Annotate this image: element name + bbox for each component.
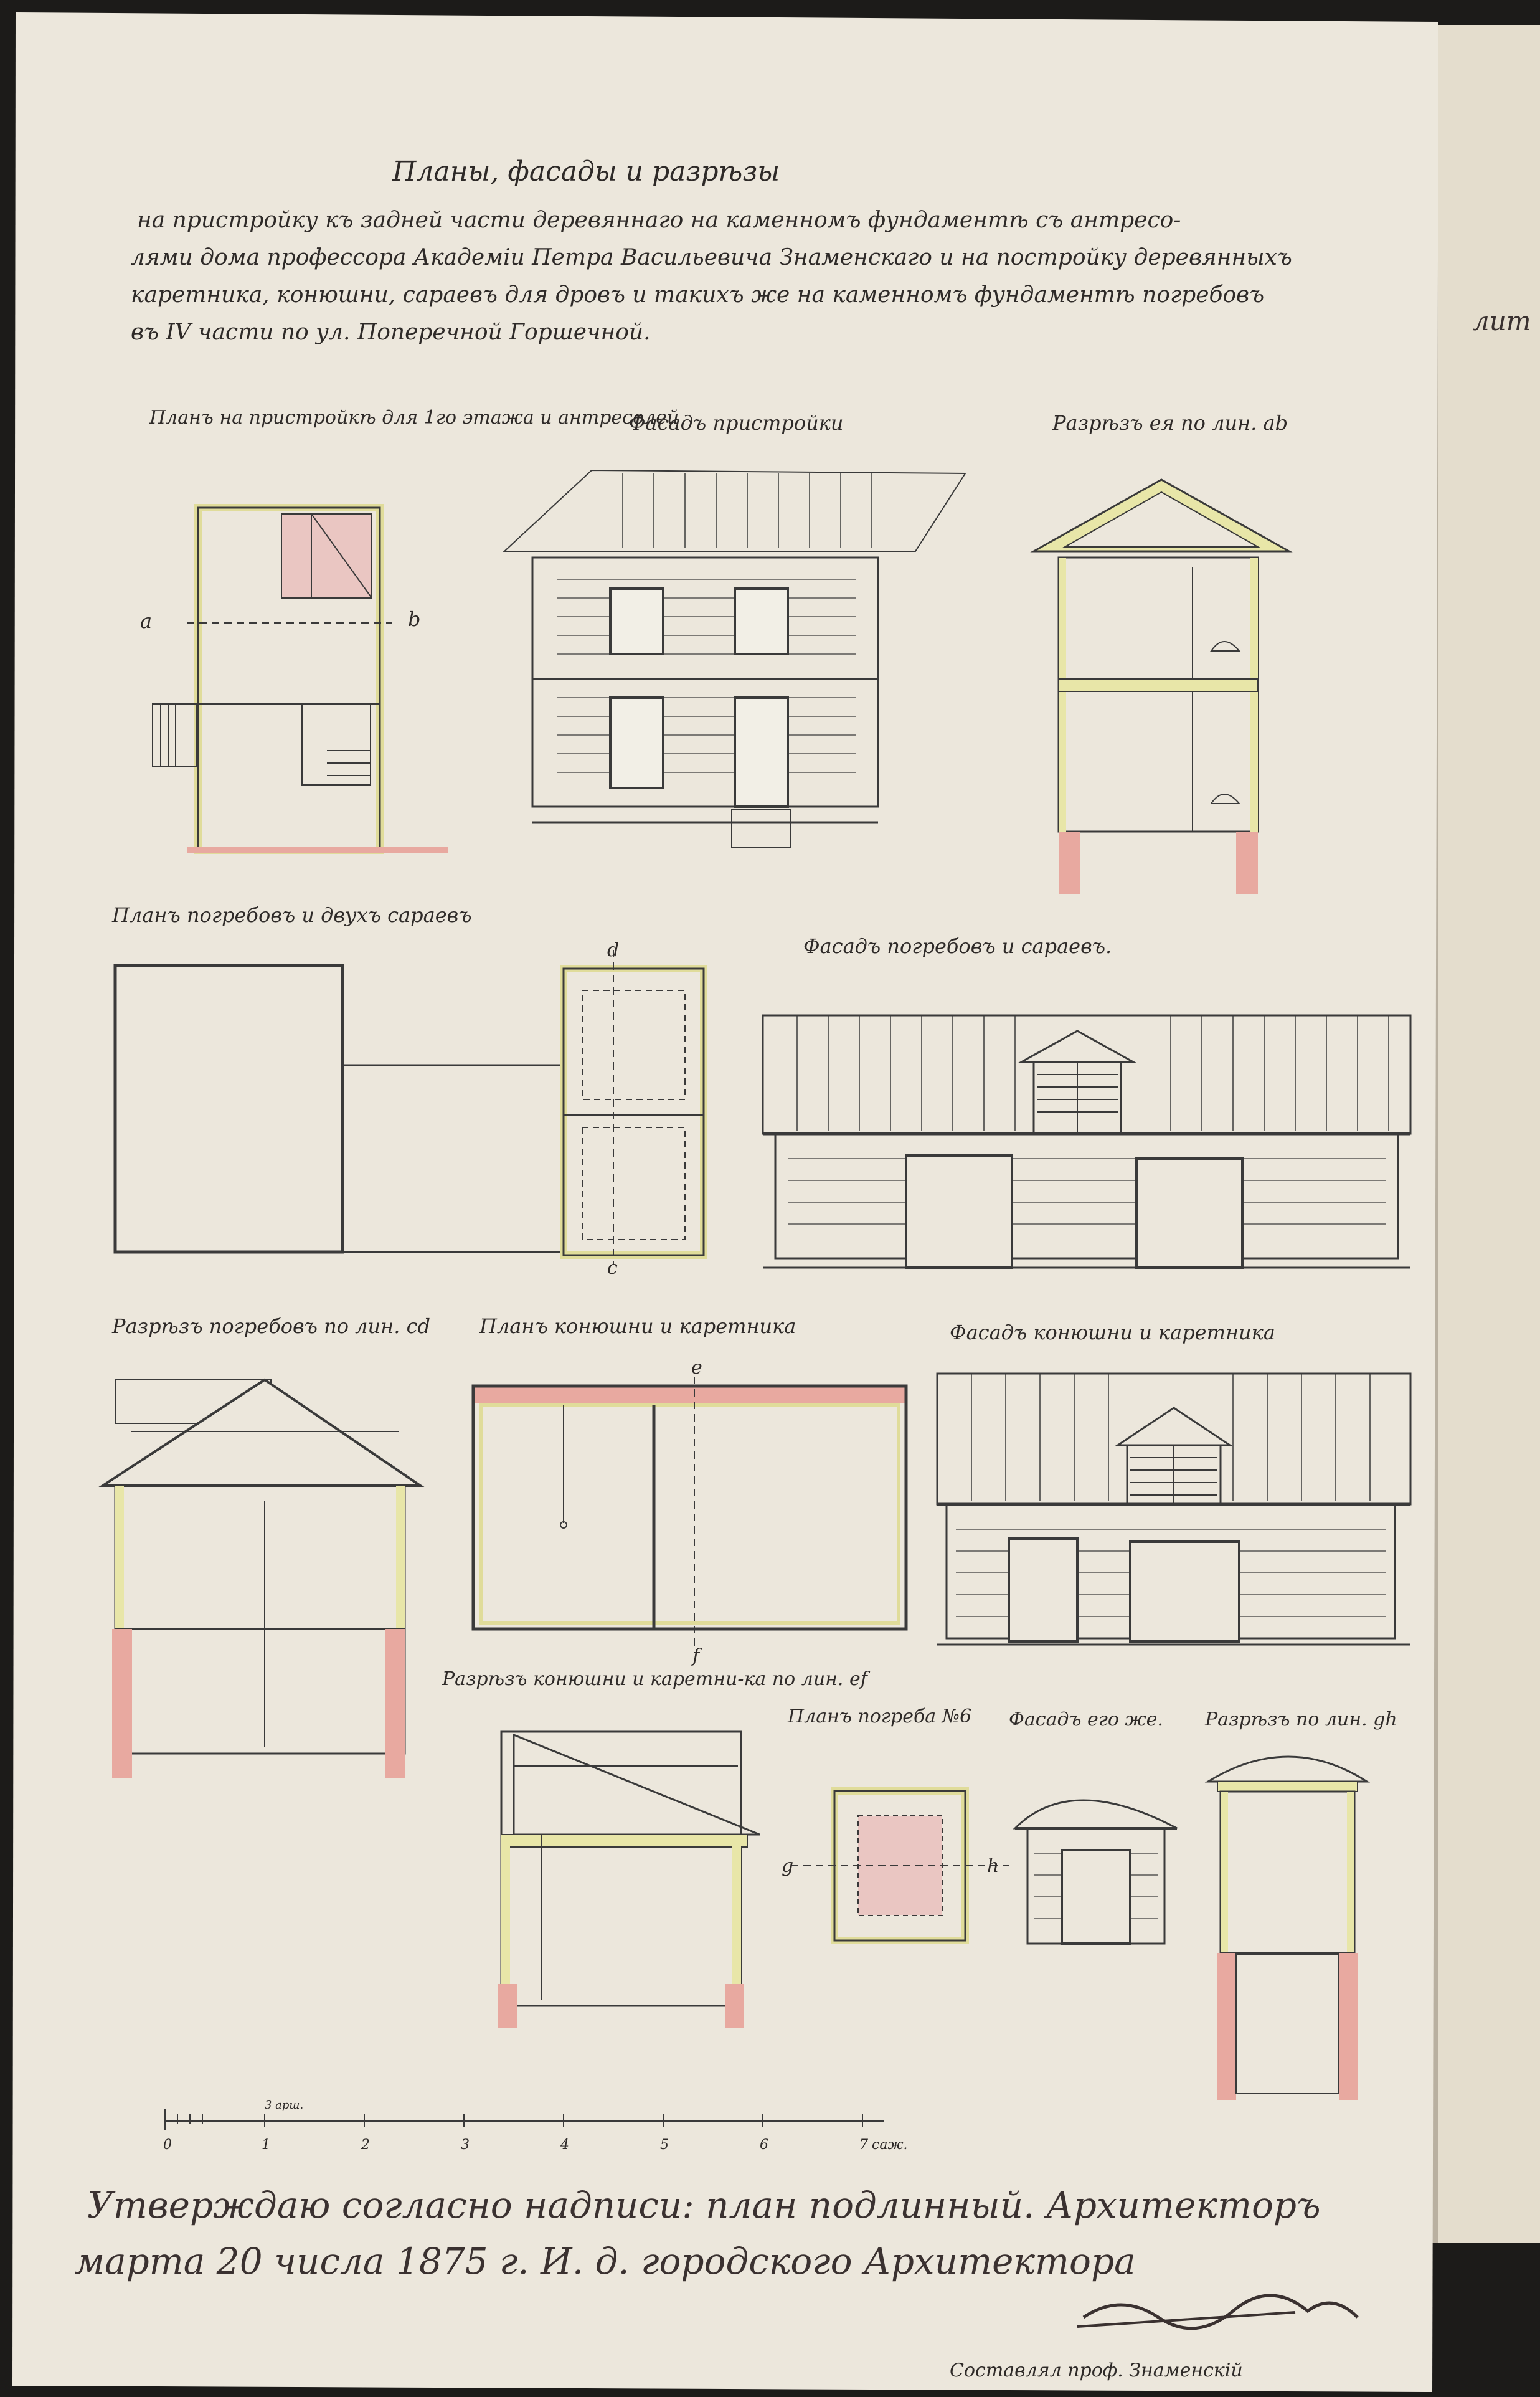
label-plan-cellar-6: Планъ погреба №6 bbox=[788, 1706, 972, 1727]
label-plan-extension: Планъ на пристройкѣ для 1го этажа и антресолей bbox=[149, 407, 679, 429]
marker-b: b bbox=[408, 607, 421, 631]
adjacent-sheet-fragment: лит bbox=[1473, 306, 1531, 336]
label-plan-cellars: Планъ погребовъ и двухъ сараевъ bbox=[112, 903, 472, 927]
label-section-ef: Разрѣзъ конюшни и каретни-ка по лин. еf bbox=[442, 1668, 867, 1690]
scale-tick-1: 1 bbox=[262, 2137, 270, 2153]
document-title: Планы, фасады и разрѣзы bbox=[392, 156, 780, 187]
signature-note: Составлял проф. Знаменскiй bbox=[950, 2360, 1243, 2381]
description-line-4: въ IV части по ул. Поперечной Горшечной. bbox=[131, 320, 651, 345]
label-plan-stable: Планъ конюшни и каретника bbox=[479, 1314, 796, 1338]
section-ab-drawing bbox=[1034, 480, 1289, 894]
scale-tick-3: 3 bbox=[461, 2137, 470, 2153]
marker-h: h bbox=[987, 1855, 999, 1877]
scale-tick-5: 5 bbox=[660, 2137, 669, 2153]
label-facade-same: Фасадъ его же. bbox=[1009, 1709, 1163, 1730]
adjacent-sheet bbox=[1426, 25, 1540, 2243]
description-line-3: каретника, конюшни, сараевъ для дровъ и такихъ же на каменномъ фундаментѣ погребовъ bbox=[131, 282, 1265, 308]
scale-tick-6: 6 bbox=[760, 2137, 768, 2153]
scale-tick-4: 4 bbox=[560, 2137, 569, 2153]
label-section-ab: Разрѣзъ ея по лин. аb bbox=[1052, 411, 1288, 435]
scale-small-label: 3 арш. bbox=[265, 2099, 304, 2112]
marker-g: g bbox=[782, 1855, 794, 1877]
approval-line-1: Утверждаю согласно надписи: план подлинный. Архитекторъ bbox=[87, 2184, 1321, 2226]
scale-unit: саж. bbox=[872, 2137, 908, 2153]
description-line-2: лями дома профессора Академiи Петра Васильевича Знаменскаго и на постройку деревянныхъ bbox=[131, 245, 1292, 270]
marker-d: d bbox=[607, 939, 620, 961]
scale-tick-2: 2 bbox=[361, 2137, 370, 2153]
label-facade-cellars: Фасадъ погребовъ и сараевъ. bbox=[803, 934, 1112, 958]
label-section-cd: Разрѣзъ погребовъ по лин. сd bbox=[112, 1314, 430, 1338]
marker-a: a bbox=[140, 609, 153, 633]
marker-c: c bbox=[607, 1257, 618, 1279]
marker-e: e bbox=[691, 1357, 702, 1379]
label-facade-stable: Фасадъ конюшни и каретника bbox=[950, 1321, 1275, 1344]
scale-tick-0: 0 bbox=[163, 2137, 172, 2153]
approval-line-2: марта 20 числа 1875 г. И. д. городского Архитектора bbox=[75, 2240, 1136, 2282]
description-line-1: на пристройку къ задней части деревяннаго на каменномъ фундаментѣ съ антресо- bbox=[137, 207, 1181, 233]
marker-f: f bbox=[692, 1645, 700, 1667]
label-facade-extension: Фасадъ пристройки bbox=[629, 411, 844, 435]
scale-tick-7: 7 bbox=[859, 2137, 868, 2153]
label-section-gh: Разрѣзъ по лин. gh bbox=[1205, 1709, 1397, 1730]
